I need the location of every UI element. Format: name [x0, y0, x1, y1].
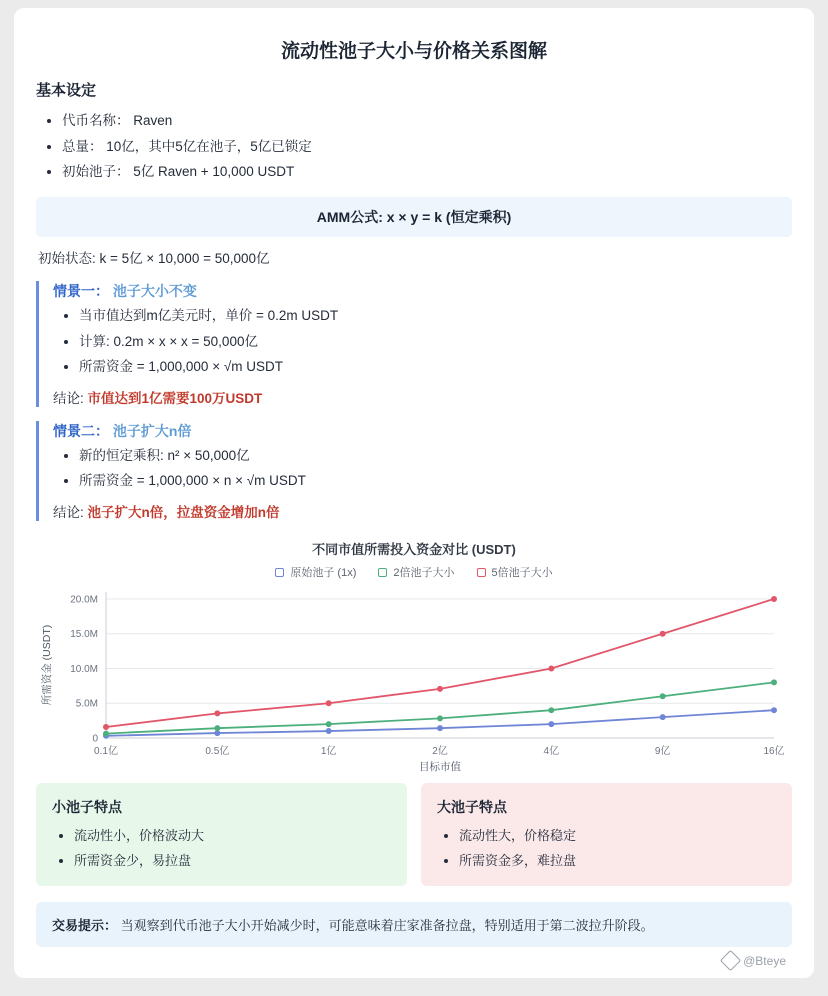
svg-text:20.0M: 20.0M — [70, 594, 98, 606]
list-item: • 流动性大，价格稳定 — [459, 823, 776, 848]
legend-label: 原始池子 (1x) — [290, 567, 357, 580]
page-title: 流动性池子大小与价格关系图解 — [280, 41, 547, 62]
svg-text:1亿: 1亿 — [320, 746, 337, 758]
list-item: • 所需资金 = 1,000,000 × √m USDT — [79, 354, 792, 380]
small-pool-list — [52, 823, 391, 874]
big-pool-card — [421, 783, 792, 886]
scenario-one-label: 情景一： — [53, 282, 109, 299]
scenario-one-list — [53, 303, 792, 380]
trading-tip-label: 交易提示： — [52, 917, 118, 933]
main-card — [14, 8, 814, 978]
legend-item — [378, 564, 454, 580]
trading-tip-box — [36, 902, 792, 947]
scenario-one — [36, 281, 792, 407]
big-pool-heading: 大池子特点 — [437, 799, 507, 816]
conclusion-prefix: 结论: — [53, 390, 88, 406]
list-item: • 所需资金多，难拉盘 — [459, 848, 776, 873]
legend-swatch-icon — [378, 568, 387, 577]
basic-settings-heading: 基本设定 — [36, 82, 97, 99]
basic-settings-list — [36, 108, 792, 185]
pool-comparison-row — [36, 783, 792, 886]
line-chart — [36, 584, 792, 774]
svg-text:16亿: 16亿 — [763, 746, 785, 758]
svg-text:5.0M: 5.0M — [75, 698, 98, 710]
svg-text:10.0M: 10.0M — [70, 664, 98, 676]
big-pool-list — [437, 823, 776, 874]
scenario-two-title — [53, 421, 792, 441]
scenario-two-label: 情景二： — [53, 422, 109, 439]
svg-text:0.5亿: 0.5亿 — [205, 746, 230, 758]
svg-text:目标市值: 目标市值 — [419, 761, 461, 774]
svg-text:2亿: 2亿 — [432, 746, 448, 758]
list-item: • 初始池子： 5亿 Raven + 10,000 USDT — [62, 159, 792, 185]
list-item: • 代币名称： Raven — [62, 108, 792, 134]
scenario-two — [36, 421, 792, 521]
diamond-logo-icon — [720, 950, 741, 971]
svg-text:0.1亿: 0.1亿 — [94, 746, 118, 758]
conclusion-highlight: 池子扩大n倍，拉盘资金增加n倍 — [87, 505, 280, 521]
scenario-two-subtitle: 池子扩大n倍 — [112, 422, 192, 439]
scenario-two-conclusion — [53, 501, 792, 521]
amm-formula-box: AMM公式: x × y = k (恒定乘积) — [36, 197, 792, 237]
conclusion-prefix: 结论: — [53, 505, 88, 521]
small-pool-heading: 小池子特点 — [52, 799, 122, 816]
svg-text:9亿: 9亿 — [654, 746, 671, 758]
svg-text:所需资金 (USDT): 所需资金 (USDT) — [41, 624, 53, 706]
legend-item — [275, 564, 356, 580]
list-item: • 新的恒定乘积: n² × 50,000亿 — [79, 443, 792, 469]
list-item: • 所需资金 = 1,000,000 × n × √m USDT — [79, 468, 792, 494]
list-item: • 计算: 0.2m × x × x = 50,000亿 — [79, 329, 792, 355]
list-item: • 流动性小，价格波动大 — [74, 823, 391, 848]
chart-title: 不同市值所需投入资金对比 (USDT) — [312, 542, 516, 558]
list-item: • 所需资金少，易拉盘 — [74, 848, 391, 873]
chart-container — [36, 539, 792, 774]
scenario-two-list — [53, 443, 792, 494]
conclusion-highlight: 市值达到1亿需要100万USDT — [87, 390, 263, 406]
trading-tip-text: 当观察到代币池子大小开始减少时，可能意味着庄家准备拉盘，特别适用于第二波拉升阶段。 — [120, 917, 654, 933]
legend-label: 5倍池子大小 — [491, 567, 553, 580]
svg-text:0: 0 — [92, 733, 98, 745]
watermark — [723, 953, 786, 968]
list-item: • 总量： 10亿，其中5亿在池子，5亿已锁定 — [62, 134, 792, 160]
watermark-text: @Bteye — [743, 953, 786, 968]
chart-legend — [36, 564, 792, 580]
legend-swatch-icon — [275, 568, 284, 577]
legend-swatch-icon — [477, 568, 486, 577]
legend-label: 2倍池子大小 — [393, 567, 455, 580]
legend-item — [477, 564, 553, 580]
svg-text:15.0M: 15.0M — [70, 629, 98, 641]
scenario-one-conclusion — [53, 387, 792, 407]
list-item: • 当市值达到m亿美元时，单价 = 0.2m USDT — [79, 303, 792, 329]
small-pool-card — [36, 783, 407, 886]
svg-text:4亿: 4亿 — [543, 746, 560, 758]
initial-state-text: 初始状态: k = 5亿 × 10,000 = 50,000亿 — [38, 250, 270, 266]
scenario-one-subtitle: 池子大小不变 — [112, 282, 197, 299]
scenario-one-title — [53, 281, 792, 301]
